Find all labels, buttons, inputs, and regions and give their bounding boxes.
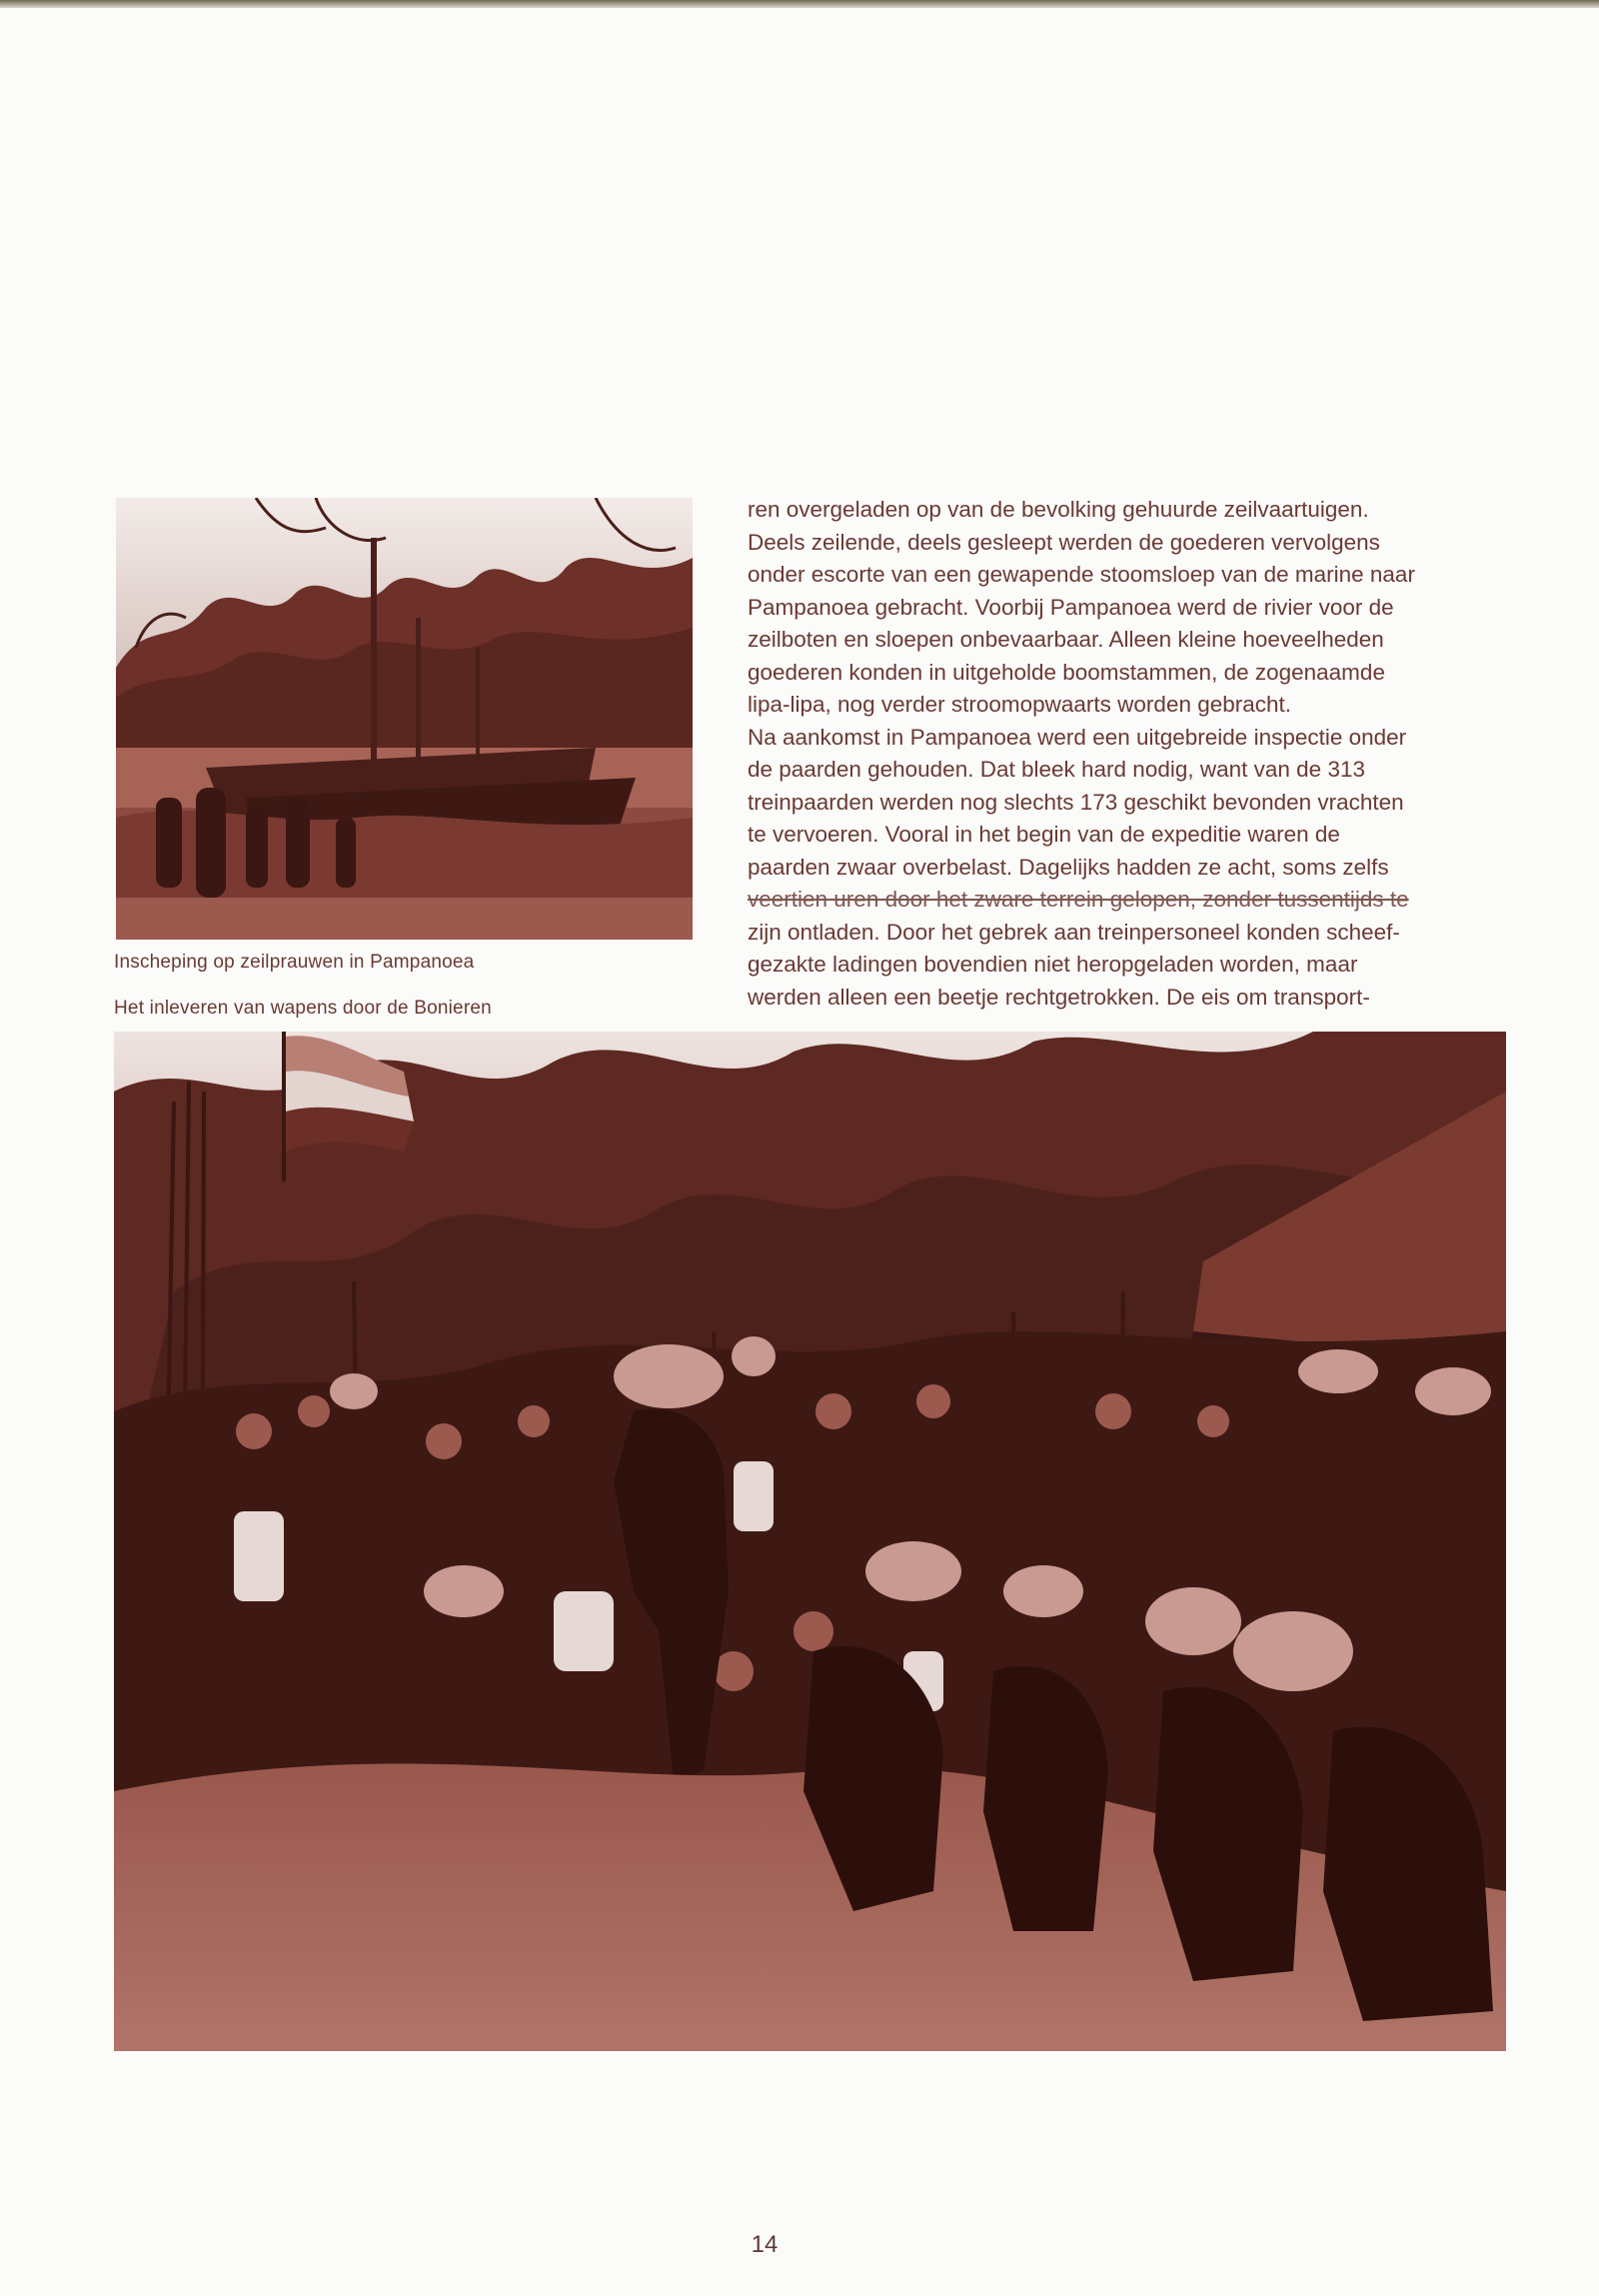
body-line: Deels zeilende, deels gesleept werden de goederen vervolgens: [748, 529, 1380, 555]
body-line: gezakte ladingen bovendien niet heropgeladen worden, maar: [748, 952, 1358, 977]
body-line-struck: veertien uren door het zware terrein gelopen, zonder tussentijds te: [748, 887, 1409, 912]
body-line: Pampanoea gebracht. Voorbij Pampanoea werd de rivier voor de: [748, 594, 1394, 620]
caption-embarkation: Inscheping op zeilprauwen in Pampanoea: [114, 952, 475, 973]
body-line: zijn ontladen. Door het gebrek aan treinpersoneel konden scheef-: [748, 919, 1400, 945]
photo-embarkation-boats: [116, 498, 693, 940]
photo-weapons-surrender-image: [114, 1032, 1506, 2051]
page-top-edge: [0, 0, 1599, 8]
body-line: goederen konden in uitgeholde boomstammen, de zogenaamde: [748, 659, 1385, 685]
body-text-column: [748, 494, 1507, 1014]
photo-embarkation-image: [116, 498, 693, 940]
photo-weapons-surrender: [114, 1032, 1506, 2051]
body-line: lipa-lipa, nog verder stroomopwaarts worden gebracht.: [748, 692, 1292, 717]
body-line: te vervoeren. Vooral in het begin van de expeditie waren de: [748, 822, 1340, 847]
body-line: ren overgeladen op van de bevolking gehuurde zeilvaartuigen.: [748, 497, 1369, 522]
page-number: 14: [751, 2231, 779, 2258]
body-line: onder escorte van een gewapende stoomsloep van de marine naar: [748, 562, 1415, 587]
body-line: de paarden gehouden. Dat bleek hard nodig, want van de 313: [748, 757, 1365, 782]
body-line: werden alleen een beetje rechtgetrokken. De eis om transport-: [748, 984, 1370, 1010]
body-line: zeilboten en sloepen onbevaarbaar. Alleen kleine hoeveelheden: [748, 627, 1384, 652]
caption-weapons-surrender: Het inleveren van wapens door de Bonieren: [114, 998, 492, 1019]
body-line: treinpaarden werden nog slechts 173 geschikt bevonden vrachten: [748, 789, 1404, 815]
body-line: Na aankomst in Pampanoea werd een uitgebreide inspectie onder: [748, 724, 1407, 750]
body-line: paarden zwaar overbelast. Dagelijks hadden ze acht, soms zelfs: [748, 854, 1389, 880]
